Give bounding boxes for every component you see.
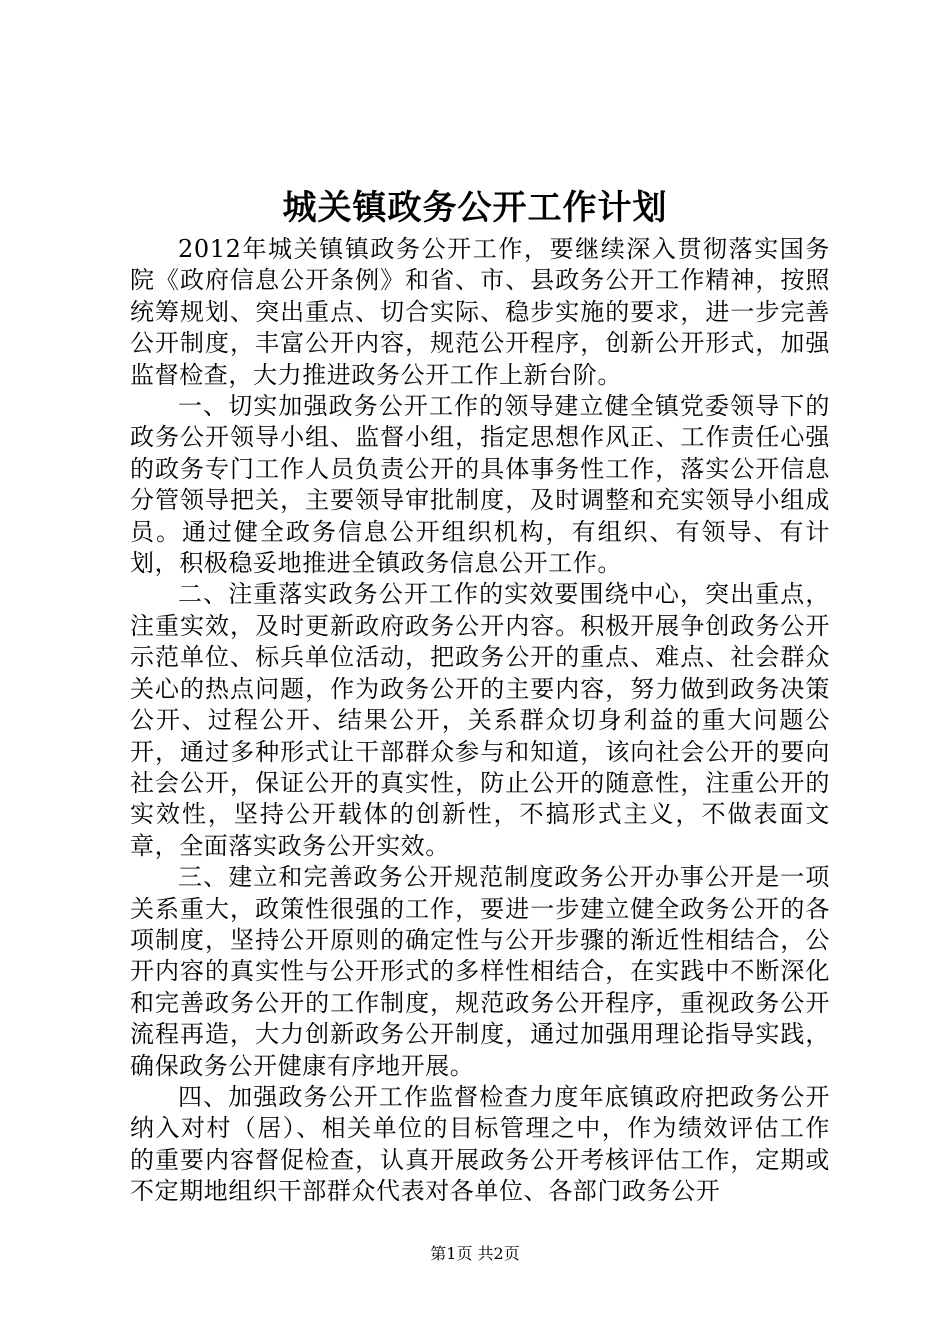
page-footer: 第1页 共2页: [430, 1244, 520, 1263]
paragraph-intro: 2012年城关镇镇政务公开工作，要继续深入贯彻落实国务院《政府信息公开条例》和省、市、县政务公开工作精神，按照统筹规划、突出重点、切合实际、稳步实施的要求，进一步完善公开制度，丰富公开内容，规范公开程序，创新公开形式，加强监督检查，大力推进政务公开工作上新台阶。: [130, 235, 830, 389]
document-body: [130, 234, 830, 1208]
paragraph-section-4: 四、加强政务公开工作监督检查力度年底镇政府把政务公开纳入对村（居）、相关单位的目标管理之中，作为绩效评估工作的重要内容督促检查，认真开展政务公开考核评估工作，定期或不定期地组织干部群众代表对各单位、各部门政务公开: [130, 1082, 830, 1206]
paragraph-section-1: 一、切实加强政务公开工作的领导建立健全镇党委领导下的政务公开领导小组、监督小组，指定思想作风正、工作责任心强的政务专门工作人员负责公开的具体事务性工作，落实公开信息分管领导把关，主要领导审批制度，及时调整和充实领导小组成员。通过健全政务信息公开组织机构，有组织、有领导、有计划，积极稳妥地推进全镇政务信息公开工作。: [130, 392, 830, 578]
paragraph-section-3: 三、建立和完善政务公开规范制度政务公开办事公开是一项关系重大，政策性很强的工作，要进一步建立健全政务公开的各项制度，坚持公开原则的确定性与公开步骤的渐近性相结合，公开内容的真实性与公开形式的多样性相结合，在实践中不断深化和完善政务公开的工作制度，规范政务公开程序，重视政务公开流程再造，大力创新政务公开制度，通过加强用理论指导实践，确保政务公开健康有序地开展。: [130, 863, 830, 1080]
paragraph-section-2: 二、注重落实政务公开工作的实效要围绕中心，突出重点，注重实效，及时更新政府政务公开内容。积极开展争创政务公开示范单位、标兵单位活动，把政务公开的重点、难点、社会群众关心的热点问题，作为政务公开的主要内容，努力做到政务决策公开、过程公开、结果公开，关系群众切身利益的重大问题公开，通过多种形式让干部群众参与和知道，该向社会公开的要向社会公开，保证公开的真实性，防止公开的随意性，注重公开的实效性，坚持公开载体的创新性，不搞形式主义，不做表面文章，全面落实政务公开实效。: [130, 580, 830, 860]
document-title: 城关镇政务公开工作计划: [282, 188, 668, 228]
